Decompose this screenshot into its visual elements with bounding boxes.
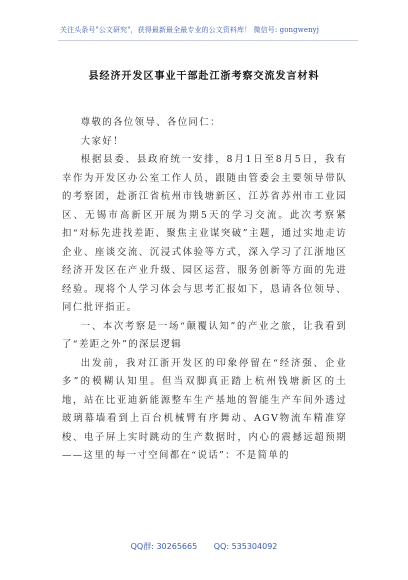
footer-qq-group: QQ群: 30265665 [130,542,198,551]
body-paragraph: 根据县委、县政府统一安排，8月1日至8月5日，我有幸作为开发区办公室工作人员，跟随由管委会主要领导带队的考察团，赴浙江省杭州市钱塘新区、江苏省苏州市工业园区、无锡市高新区开展为期5天的学习交流。此次考察紧扣“对标先进找差距、聚焦主业谋突破”主题，通过实地走访企业、座谈交流、沉浸式体验等方式，深入学习了江浙地区经济开发区在产业升级、园区运营、服务创新等方面的先进经验。现将个人学习体会与思考汇报如下，恳请各位领导、同仁批评指正。 [62,154,347,313]
footer-qq-number: QQ: 535304092 [213,542,278,551]
page-footer [0,541,408,552]
header-divider [58,40,358,41]
section-heading: 一、本次考察是一场“颠覆认知”的产业之旅，让我看到了“差距之外”的深层逻辑 [62,320,347,350]
document-title: 县经济开发区事业干部赴江浙考察交流发言材料 [88,71,320,82]
header-note: 关注头条号"公文研究"，获得最新最全最专业的公文资料库！ 微信号: gongwenyj [60,26,319,34]
greeting: 大家好！ [80,135,124,147]
salutation: 尊敬的各位领导、各位同仁： [80,117,221,128]
body-paragraph: 出发前，我对江浙开发区的印象停留在“经济强、企业多”的模糊认知里。但当双脚真正踏上杭州钱塘新区的土地，站在比亚迪新能源整车生产基地的智能生产车间外透过玻璃幕墙看到上百台机械臂有序舞动、AGV物流车精准穿梭、电子屏上实时跳动的生产数据时，内心的震撼远超预期——这里的每一寸空间都在“说话”：不是简单的 [62,357,347,461]
document-body [62,114,347,466]
